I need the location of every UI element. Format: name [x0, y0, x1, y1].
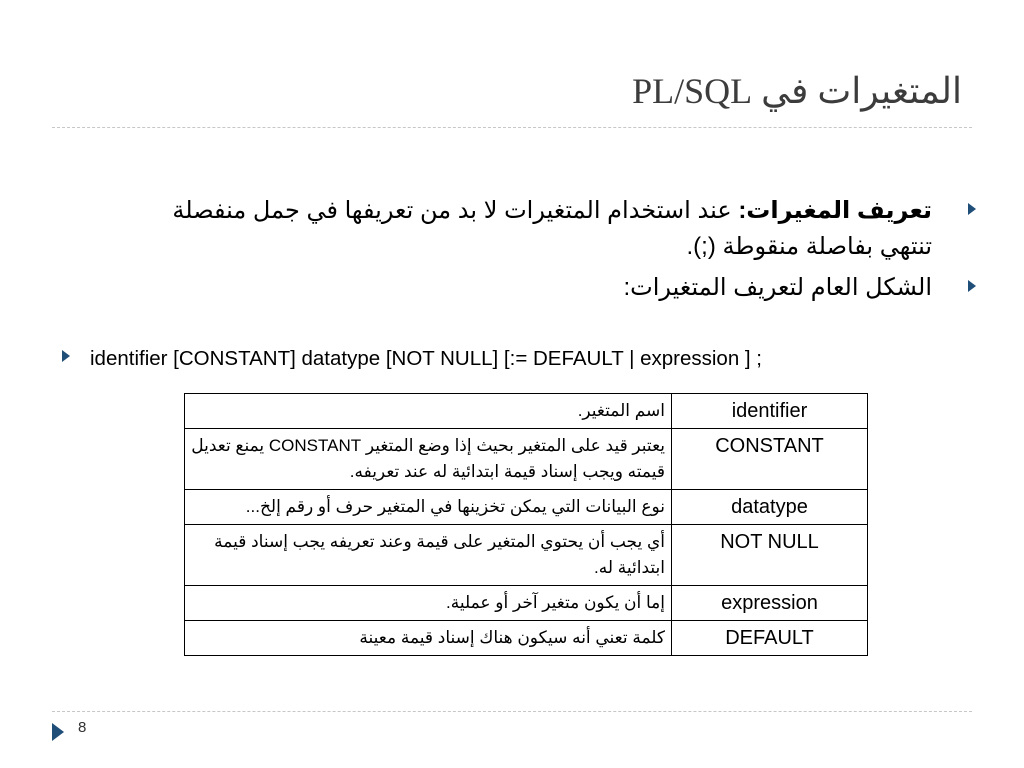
definitions-table [184, 393, 868, 656]
slide-title [632, 70, 962, 112]
bullet-text: الشكل العام لتعريف المتغيرات: [623, 274, 932, 301]
play-arrow-icon [52, 723, 64, 741]
syntax-line [62, 347, 762, 371]
description-cell: نوع البيانات التي يمكن تخزينها في المتغير حرف أو رقم إلخ... [185, 490, 672, 525]
title-latin: PL/SQL [632, 71, 753, 111]
title-divider [52, 127, 972, 128]
bullet-arrow-icon [968, 280, 976, 292]
bullet-item [154, 270, 954, 306]
footer-divider [52, 711, 972, 712]
term-cell: DEFAULT [672, 621, 868, 656]
term-cell: NOT NULL [672, 525, 868, 586]
table-row [185, 394, 868, 429]
table-row [185, 429, 868, 490]
term-cell: identifier [672, 394, 868, 429]
bullet-list [154, 193, 954, 311]
description-cell: يعتبر قيد على المتغير بحيث إذا وضع المتغير CONSTANT يمنع تعديل قيمته ويجب إسناد قيمة ابتدائية له عند تعريفه. [185, 429, 672, 490]
term-cell: expression [672, 586, 868, 621]
bullet-item [154, 193, 954, 265]
term-cell: CONSTANT [672, 429, 868, 490]
description-cell: كلمة تعني أنه سيكون هناك إسناد قيمة معينة [185, 621, 672, 656]
table-row [185, 525, 868, 586]
syntax-text: identifier [CONSTANT] datatype [NOT NULL] [:= DEFAULT | expression ] ; [90, 347, 763, 370]
bullet-text: عند استخدام المتغيرات لا بد من تعريفها في جمل منفصلة تنتهي بفاصلة منقوطة (;). [172, 197, 932, 260]
bullet-arrow-icon [968, 203, 976, 215]
description-cell: إما أن يكون متغير آخر أو عملية. [185, 586, 672, 621]
table-row [185, 586, 868, 621]
bullet-bold-lead: تعريف المغيرات: [738, 197, 932, 224]
title-arabic: المتغيرات في [761, 71, 962, 111]
table-row [185, 490, 868, 525]
term-cell: datatype [672, 490, 868, 525]
bullet-arrow-icon [62, 350, 70, 362]
page-number: 8 [78, 719, 87, 736]
description-cell: أي يجب أن يحتوي المتغير على قيمة وعند تعريفه يجب إسناد قيمة ابتدائية له. [185, 525, 672, 586]
table-row [185, 621, 868, 656]
description-cell: اسم المتغير. [185, 394, 672, 429]
